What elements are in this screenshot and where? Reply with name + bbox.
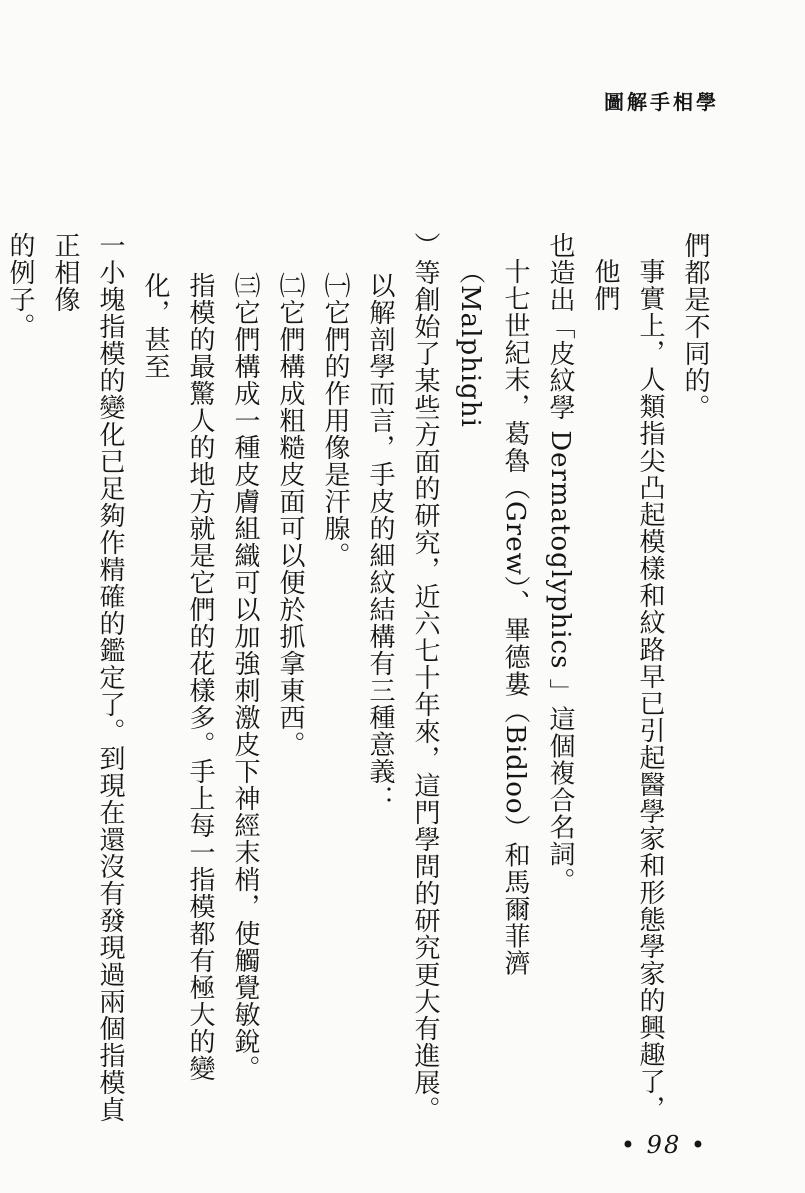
page-number: • 98 • [620,1131,707,1159]
text-column: 指模的最驚人的地方就是它們的花樣多。手上每一指模都有極大的變化，甚至 [140,272,215,1082]
text-column: 一小塊指模的變化已足夠作精確的鑑定了。到現在還沒有發現過兩個指模貞正相像 [50,232,125,1123]
text-column: 以解剖學而言，手皮的細紋結構有三種意義： [365,272,395,812]
text-column: ㈡它們構成粗糙皮面可以便於抓拿東西。 [275,272,305,758]
text-column: ）等創始了某些方面的研究，近六七十年來，這門學問的研究更大有進展。 [410,232,440,1123]
running-header: 圖解手相學 [604,90,719,114]
text-column: ㈢它們構成一種皮膚組織可以加強刺激皮下神經末梢，使觸覺敏銳。 [230,272,260,1082]
body-text [0,232,717,1132]
text-column: 的例子。 [5,232,35,340]
text-column: 也造出「皮紋學 Dermatoglyphics 」這個複合名詞。 [545,232,575,895]
text-column: 十七世紀末，葛魯（Grew）、畢德婁（Bidloo）和馬爾菲濟（Malphighi [455,258,530,977]
text-column: 事實上，人類指尖凸起模樣和紋路早已引起醫學家和形態學家的興趣了，他們 [590,258,665,1122]
text-column: 們都是不同的。 [680,232,710,421]
text-column: ㈠它們的作用像是汗腺。 [320,272,350,569]
